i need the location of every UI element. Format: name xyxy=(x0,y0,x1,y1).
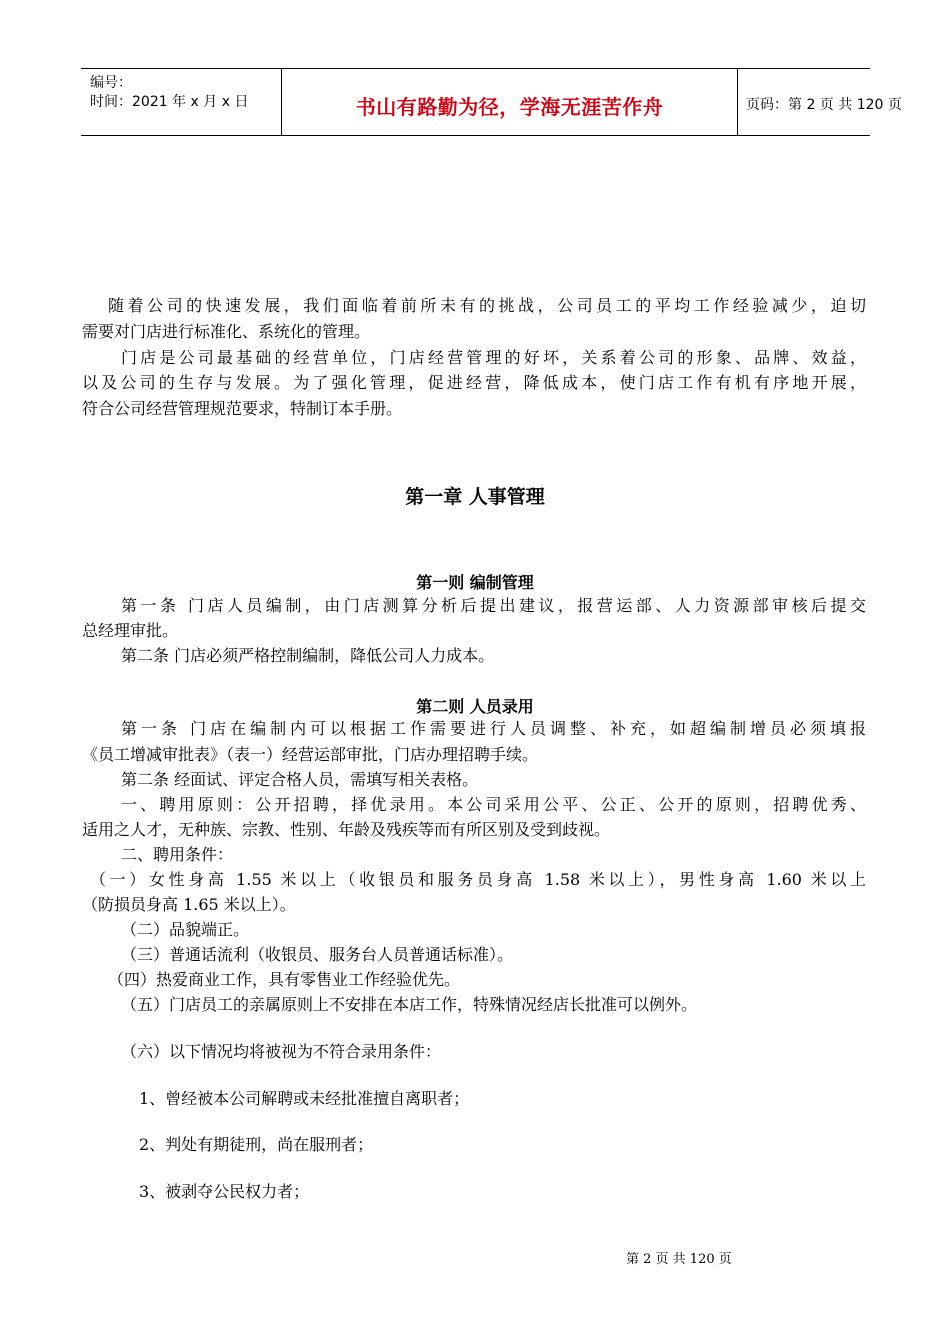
header-meta-cell xyxy=(81,69,281,135)
article-line: （四）热爱商业工作，具有零售业工作经验优先。 xyxy=(108,970,461,989)
article-line: 总经理审批。 xyxy=(82,621,179,640)
article-line: （六）以下情况均将被视为不符合录用条件： xyxy=(121,1042,442,1061)
header-motto: 书山有路勤为径，学海无涯苦作舟 xyxy=(355,95,664,119)
chapter-title: 第一章 人事管理 xyxy=(405,486,545,508)
article-line: 《员工增减审批表》（表一）经营运部审批，门店办理招聘手续。 xyxy=(82,745,539,764)
article-line: （二）品貌端正。 xyxy=(121,920,250,939)
article-line: 二、聘用条件： xyxy=(121,845,234,864)
document-date-label: 时间：2021 年 x 月 x 日 xyxy=(90,94,249,110)
article-line: 3、被剥夺公民权力者； xyxy=(139,1182,310,1201)
article-line: 第二条 经面试、评定合格人员，需填写相关表格。 xyxy=(121,770,479,789)
article-line: （五）门店员工的亲属原则上不安排在本店工作，特殊情况经店长批准可以例外。 xyxy=(121,995,698,1014)
article-line: （三）普通话流利（收银员、服务台人员普通话标准）。 xyxy=(121,945,514,964)
article-line: 第一条 门店人员编制，由门店测算分析后提出建议，报营运部、人力资源部审核后提交 xyxy=(121,596,866,615)
article-line: 适用之人才，无种族、宗教、性别、年龄及残疾等而有所区别及受到歧视。 xyxy=(82,820,611,839)
article-line: 第一条 门店在编制内可以根据工作需要进行人员调整、补充，如超编制增员必须填报 xyxy=(121,719,866,738)
rule-title: 第一则 编制管理 xyxy=(416,573,534,592)
header-page-cell xyxy=(738,69,902,135)
intro-line: 以及公司的生存与发展。为了强化管理，促进经营，降低成本，使门店工作有机有序地开展， xyxy=(82,373,866,392)
article-line: 2、判处有期徒刑，尚在服刑者； xyxy=(139,1135,374,1154)
header-motto-cell xyxy=(281,69,738,135)
intro-line: 随着公司的快速发展，我们面临着前所未有的挑战，公司员工的平均工作经验减少，迫切 xyxy=(108,296,866,315)
page-header xyxy=(81,68,902,136)
article-line: 一、聘用原则：公开招聘，择优录用。本公司采用公平、公正、公开的原则，招聘优秀、 xyxy=(121,795,866,814)
article-line: （防损员身高 1.65 米以上）。 xyxy=(82,895,296,914)
intro-line: 门店是公司最基础的经营单位，门店经营管理的好坏，关系着公司的形象、品牌、效益， xyxy=(121,348,866,367)
article-line: 第二条 门店必须严格控制编制，降低公司人力成本。 xyxy=(121,646,495,665)
document-number-label: 编号： xyxy=(90,75,132,91)
article-line: 1、曾经被本公司解聘或未经批准擅自离职者； xyxy=(139,1089,470,1108)
rule-title: 第二则 人员录用 xyxy=(416,697,534,716)
intro-line: 符合公司经营管理规范要求，特制订本手册。 xyxy=(82,399,403,418)
header-page-number: 页码：第 2 页 共 120 页 xyxy=(746,97,902,113)
page-footer: 第 2 页 共 120 页 xyxy=(626,1252,732,1267)
intro-line: 需要对门店进行标准化、系统化的管理。 xyxy=(82,322,371,341)
article-line: （一）女性身高 1.55 米以上（收银员和服务员身高 1.58 米以上），男性身高 1.60 米以上 xyxy=(90,870,866,889)
